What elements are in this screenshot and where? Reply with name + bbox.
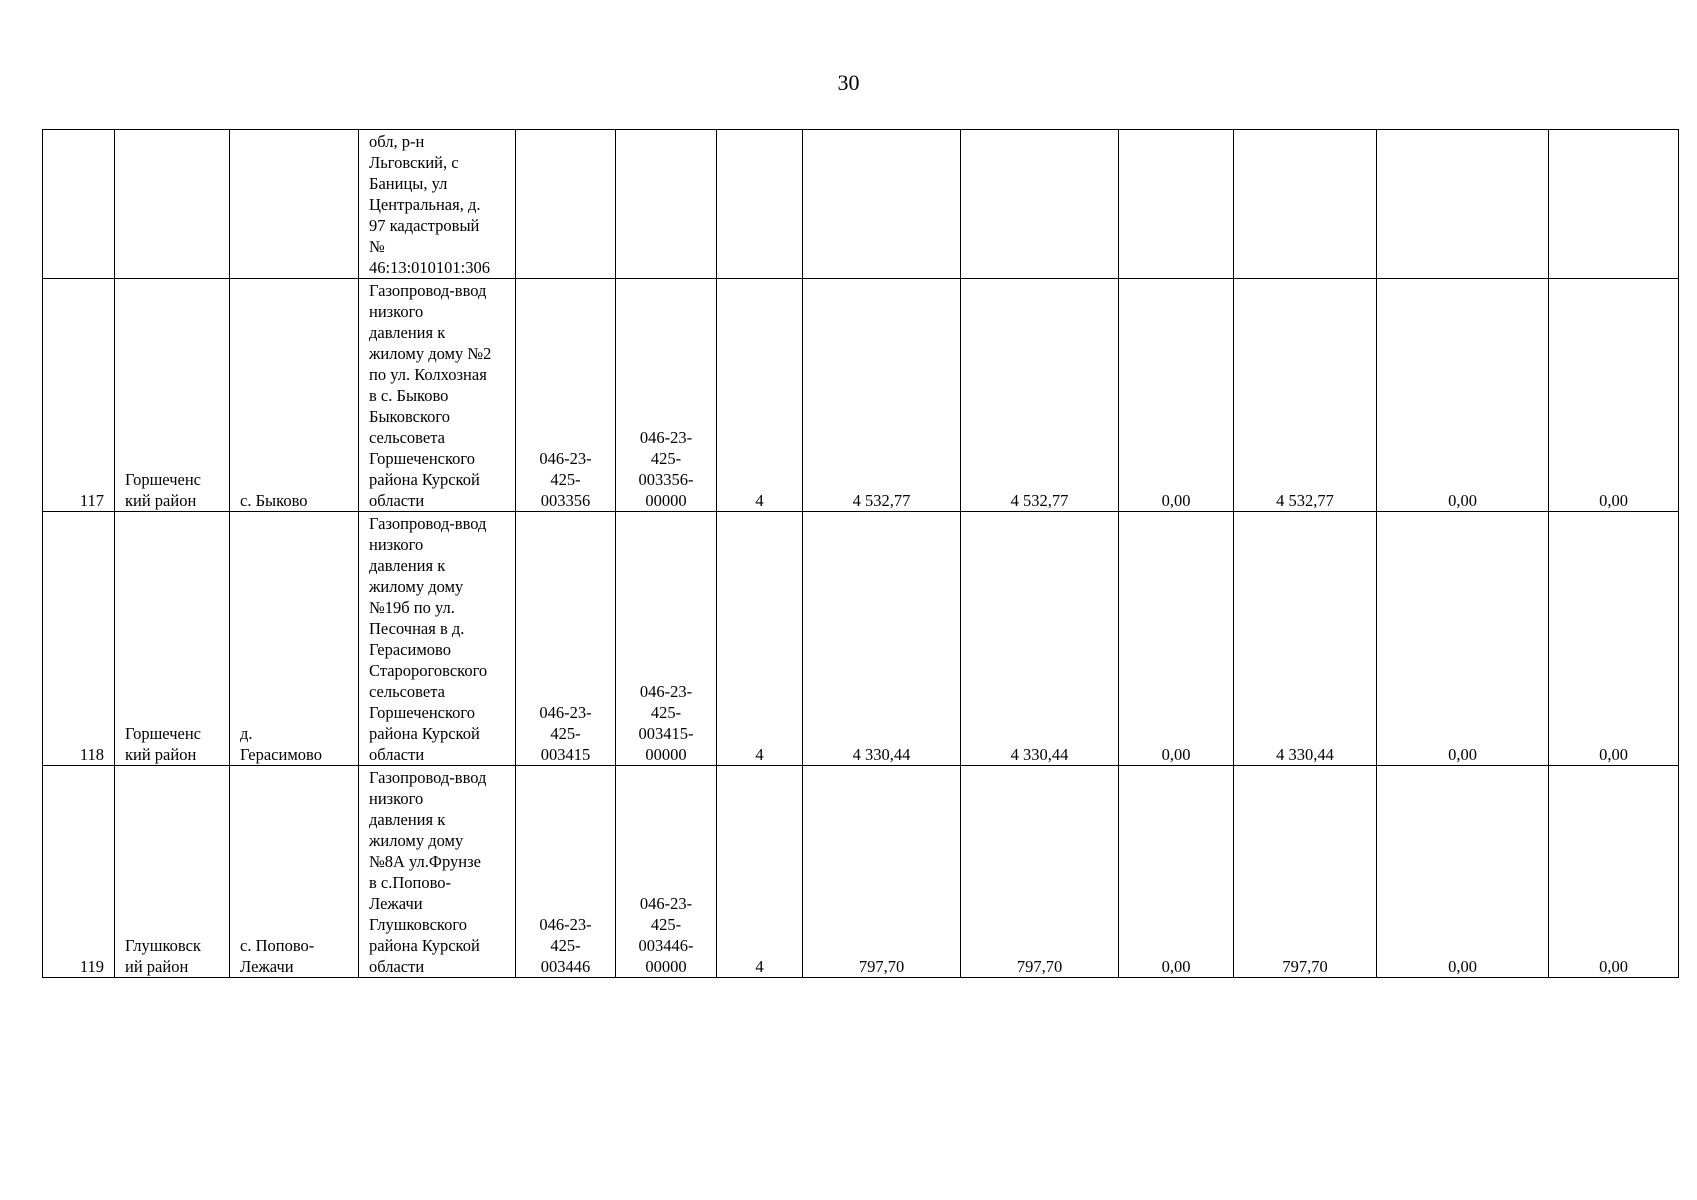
value-cell bbox=[1549, 130, 1679, 279]
locality-cell: с. Попово- Лежачи bbox=[230, 766, 359, 978]
value-cell: 4 330,44 bbox=[1234, 512, 1377, 766]
table-row bbox=[43, 279, 1679, 512]
table-row bbox=[43, 766, 1679, 978]
value-cell: 0,00 bbox=[1549, 766, 1679, 978]
value-cell: 0,00 bbox=[1119, 512, 1234, 766]
registry-table bbox=[42, 129, 1679, 978]
row-number-cell: 119 bbox=[43, 766, 115, 978]
value-cell: 0,00 bbox=[1549, 279, 1679, 512]
value-cell: 0,00 bbox=[1377, 766, 1549, 978]
value-cell: 797,70 bbox=[803, 766, 961, 978]
value-cell bbox=[803, 130, 961, 279]
district-cell bbox=[115, 130, 230, 279]
value-cell: 4 532,77 bbox=[1234, 279, 1377, 512]
full-code-cell: 046-23- 425- 003356- 00000 bbox=[616, 279, 717, 512]
quantity-cell: 4 bbox=[717, 512, 803, 766]
district-cell: Горшеченс кий район bbox=[115, 279, 230, 512]
page-number: 30 bbox=[837, 70, 860, 95]
locality-cell: с. Быково bbox=[230, 279, 359, 512]
value-cell: 0,00 bbox=[1119, 766, 1234, 978]
value-cell: 4 532,77 bbox=[803, 279, 961, 512]
value-cell bbox=[961, 130, 1119, 279]
value-cell bbox=[1119, 130, 1234, 279]
quantity-cell: 4 bbox=[717, 279, 803, 512]
object-cell: обл, р-н Льговский, с Баницы, ул Центральная, д. 97 кадастровый № 46:13:010101:306 bbox=[359, 130, 516, 279]
code-cell: 046-23- 425- 003415 bbox=[516, 512, 616, 766]
quantity-cell: 4 bbox=[717, 766, 803, 978]
object-cell: Газопровод-ввод низкого давления к жилому дому №2 по ул. Колхозная в с. Быково Быковского сельсовета Горшеченского района Курской области bbox=[359, 279, 516, 512]
value-cell: 0,00 bbox=[1119, 279, 1234, 512]
code-cell: 046-23- 425- 003356 bbox=[516, 279, 616, 512]
row-number-cell: 117 bbox=[43, 279, 115, 512]
district-cell: Глушковск ий район bbox=[115, 766, 230, 978]
row-number-cell bbox=[43, 130, 115, 279]
code-cell: 046-23- 425- 003446 bbox=[516, 766, 616, 978]
code-cell bbox=[516, 130, 616, 279]
district-cell: Горшеченс кий район bbox=[115, 512, 230, 766]
locality-cell: д. Герасимово bbox=[230, 512, 359, 766]
value-cell: 797,70 bbox=[1234, 766, 1377, 978]
value-cell: 0,00 bbox=[1377, 279, 1549, 512]
value-cell: 4 330,44 bbox=[961, 512, 1119, 766]
object-cell: Газопровод-ввод низкого давления к жилому дому №8А ул.Фрунзе в с.Попово- Лежачи Глушковского района Курской области bbox=[359, 766, 516, 978]
value-cell: 0,00 bbox=[1377, 512, 1549, 766]
value-cell: 0,00 bbox=[1549, 512, 1679, 766]
full-code-cell: 046-23- 425- 003415- 00000 bbox=[616, 512, 717, 766]
table-row bbox=[43, 130, 1679, 279]
full-code-cell: 046-23- 425- 003446- 00000 bbox=[616, 766, 717, 978]
locality-cell bbox=[230, 130, 359, 279]
value-cell: 797,70 bbox=[961, 766, 1119, 978]
value-cell bbox=[1234, 130, 1377, 279]
value-cell bbox=[1377, 130, 1549, 279]
quantity-cell bbox=[717, 130, 803, 279]
object-cell: Газопровод-ввод низкого давления к жилому дому №19б по ул. Песочная в д. Герасимово Старороговского сельсовета Горшеченского района Курской области bbox=[359, 512, 516, 766]
value-cell: 4 532,77 bbox=[961, 279, 1119, 512]
value-cell: 4 330,44 bbox=[803, 512, 961, 766]
row-number-cell: 118 bbox=[43, 512, 115, 766]
table-row bbox=[43, 512, 1679, 766]
full-code-cell bbox=[616, 130, 717, 279]
